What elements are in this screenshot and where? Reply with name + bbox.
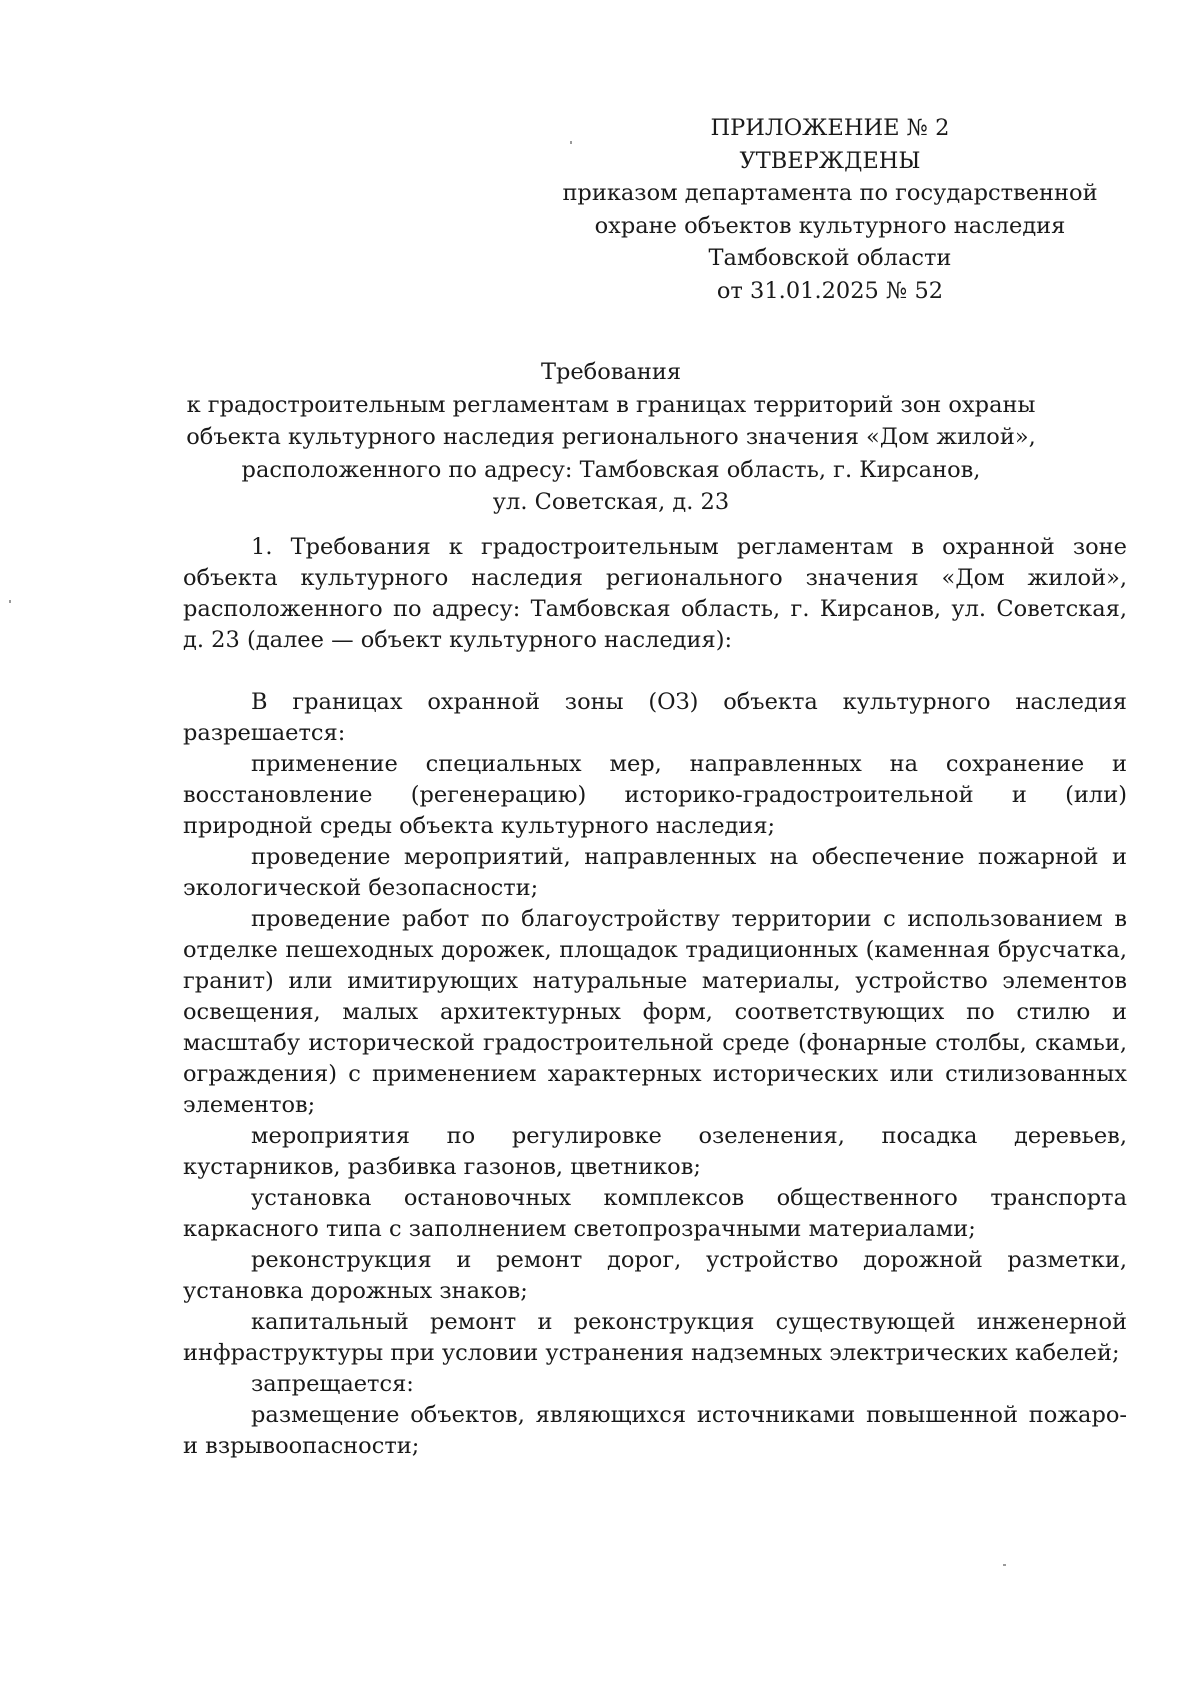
allowed-item: проведение мероприятий, направленных на обеспечение пожарной и экологической безопасности; [183, 844, 1127, 901]
scan-speck [570, 141, 572, 144]
approval-stamp-block [560, 112, 1100, 307]
approved-label: УТВЕРЖДЕНЫ [739, 147, 921, 174]
title-line-3: объекта культурного наследия регионального значения «Дом жилой», [186, 424, 1036, 450]
allowed-item: мероприятия по регулировке озеленения, посадка деревьев, кустарников, разбивка газонов, цветников; [183, 1123, 1127, 1180]
allowed-item: проведение работ по благоустройству территории с использованием в отделке пешеходных дорожек, площадок традиционных (каменная брусчатка, гранит) или имитирующих натуральные материалы, устройство элементов освещения, малых архитектурных форм, соответствующих по стилю и масштабу исторической градостроительной среде (фонарные столбы, скамьи, ограждения) с применением характерных исторических или стилизованных элементов; [183, 906, 1127, 1118]
prohibited-header: запрещается: [251, 1371, 414, 1397]
appendix-number: ПРИЛОЖЕНИЕ № 2 [710, 115, 950, 141]
scan-speck [9, 600, 11, 603]
approval-authority-line-1: приказом департамента по государственной [562, 180, 1098, 206]
approval-authority-line-2: охране объектов культурного наследия [594, 212, 1066, 239]
allowed-item: реконструкция и ремонт дорог, устройство дорожной разметки, установка дорожных знаков; [183, 1247, 1127, 1304]
scan-speck [1003, 1564, 1006, 1566]
title-line-5: ул. Советская, д. 23 [492, 489, 730, 515]
allowed-item: установка остановочных комплексов общественного транспорта каркасного типа с заполнением светопрозрачными материалами; [183, 1185, 1127, 1242]
section-1-body [183, 532, 1127, 1462]
title-line-4: расположенного по адресу: Тамбовская область, г. Кирсанов, [241, 456, 981, 483]
section-1-intro: 1. Требования к градостроительным регламентам в охранной зоне объекта культурного наследия регионального значения «Дом жилой», расположенного по адресу: Тамбовская область, г. Кирсанов, ул. Советская, д. 23 (далее — объект культурного наследия): [183, 534, 1127, 653]
approval-authority-line-3: Тамбовской области [708, 245, 952, 271]
allowed-item: применение специальных мер, направленных на сохранение и восстановление (регенерацию) историко-градостроительной и (или) природной среды объекта культурного наследия; [183, 751, 1127, 839]
prohibited-item: размещение объектов, являющихся источниками повышенной пожаро- и взрывоопасности; [183, 1402, 1127, 1459]
order-date-number: от 31.01.2025 № 52 [716, 277, 944, 304]
title-heading: Требования [540, 359, 682, 385]
allowed-item: капитальный ремонт и реконструкция существующей инженерной инфраструктуры при условии устранения надземных электрических кабелей; [183, 1309, 1127, 1366]
allowed-header: В границах охранной зоны (ОЗ) объекта культурного наследия разрешается: [183, 689, 1127, 746]
title-line-2: к градостроительным регламентам в границах территорий зон охраны [186, 391, 1036, 418]
document-title [170, 356, 1052, 519]
